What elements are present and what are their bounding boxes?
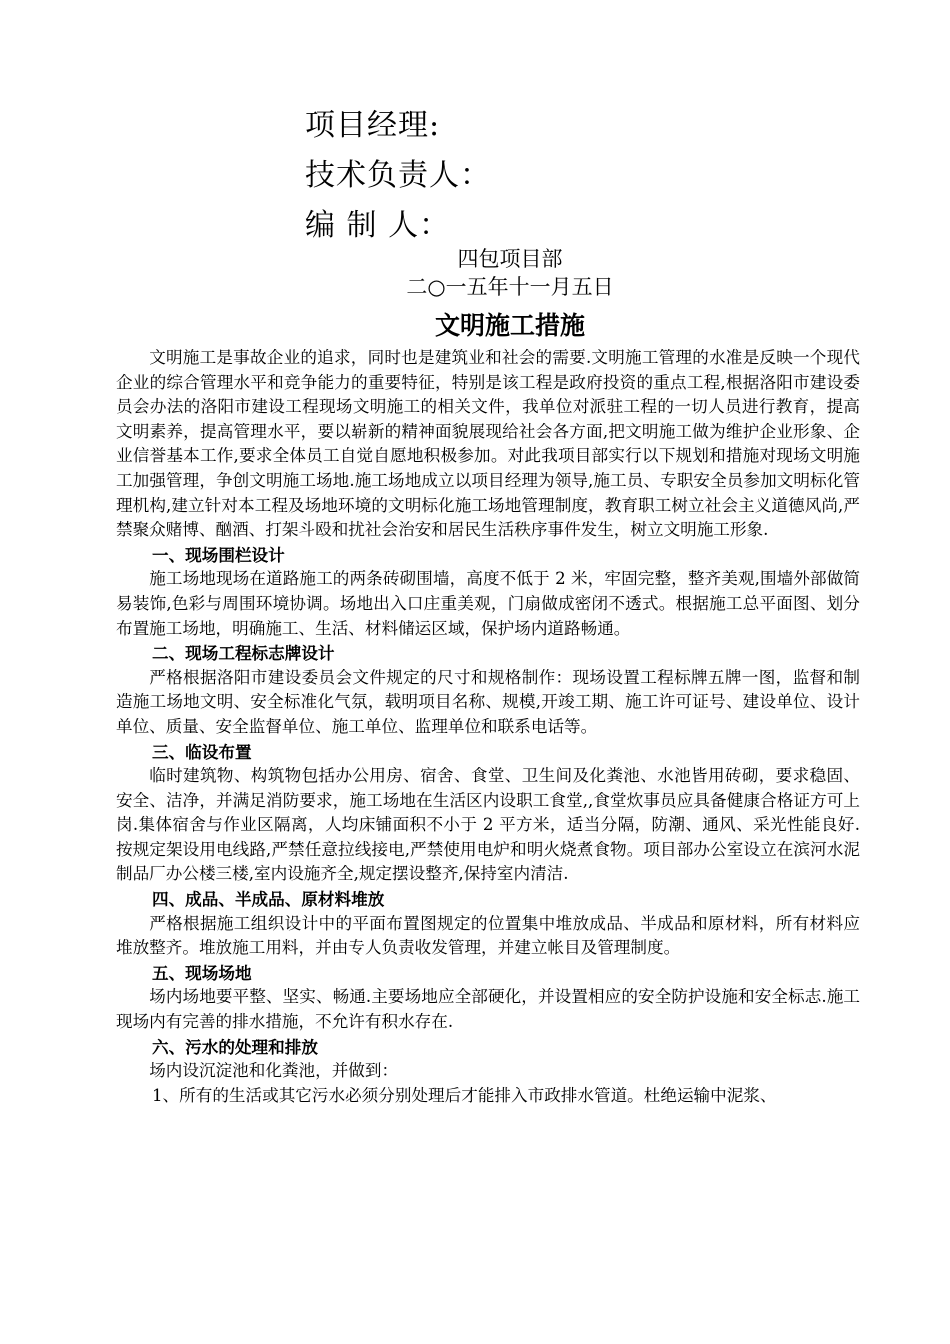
section-paragraph: 严格根据施工组织设计中的平面布置图规定的位置集中堆放成品、半成品和原材料，所有材料应堆放整齐。堆放施工用料，并由专人负责收发管理，并建立帐目及管理制度。 [116,913,860,958]
section-heading: 三、临设布置 [152,741,252,762]
section-paragraph: 场内设沉淀池和化粪池，并做到： [149,1061,399,1081]
section-heading: 二、现场工程标志牌设计 [152,643,335,664]
signature-technical: 技术负责人： [305,158,491,193]
signature-compiler: 编 制 人： [305,208,451,243]
section-paragraph: 严格根据洛阳市建设委员会文件规定的尺寸和规格制作：现场设置工程标牌五牌一图，监督和制造施工场地文明、安全标准化气氛，载明项目名称、规模,开竣工期、施工许可证号、建设单位、设计单位、质量、安全监督单位、施工单位、监理单位和联系电话等。 [116,667,860,736]
organization-name: 四包项目部 [457,247,563,271]
section-heading: 五、现场场地 [152,962,252,983]
document-date: 二○一五年十一月五日 [406,275,614,299]
document-body [116,346,860,1108]
signature-manager: 项目经理: [305,108,441,143]
section-paragraph: 临时建筑物、构筑物包括办公用房、宿舍、食堂、卫生间及化粪池、水池皆用砖砌，要求稳固、安全、洁净，并满足消防要求，施工场地在生活区内设职工食堂,,食堂炊事员应具备健康合格证方可上岗.集体宿舍与作业区隔离，人均床铺面积不小于 2 平方米，适当分隔，防潮、通风、采光性能良好.按规定架设用电线路,严禁任意拉线接电,严禁使用电炉和明火烧煮食物。项目部办公室设立在滨河水泥制品厂办公楼三楼,室内设施齐全,规定摆设整齐,保持室内清洁. [116,766,860,884]
intro-paragraph: 文明施工是事故企业的追求，同时也是建筑业和社会的需要.文明施工管理的水准是反映一个现代企业的综合管理水平和竞争能力的重要特征，特别是该工程是政府投资的重点工程,根据洛阳市建设委员会办法的洛阳市建设工程现场文明施工的相关文件，我单位对派驻工程的一切人员进行教育，提高文明素养，提高管理水平，要以崭新的精神面貌展现给社会各方面,把文明施工做为维护企业形象、企业信誉基本工作,要求全体员工自觉自愿地积极参加。对此我项目部实行以下规划和措施对现场文明施工加强管理，争创文明施工场地.施工场地成立以项目经理为领导,施工员、专职安全员参加文明标化管理机构,建立针对本工程及场地环境的文明标化施工场地管理制度，教育职工树立社会主义道德风尚,严禁聚众赌博、酗酒、打架斗殴和扰社会治安和居民生活秩序事件发生，树立文明施工形象. [116,348,860,540]
section-paragraph: 施工场地现场在道路施工的两条砖砌围墙，高度不低于 2 米，牢固完整，整齐美观,围墙外部做简易装饰,色彩与周围环境协调。场地出入口庄重美观，门扇做成密闭不透式。根据施工总平面图、划分布置施工场地，明确施工、生活、材料储运区域，保护场内道路畅通。 [116,569,860,638]
section-paragraph: 场内场地要平整、坚实、畅通.主要场地应全部硬化，并设置相应的安全防护设施和安全标志.施工现场内有完善的排水措施，不允许有积水存在. [116,987,860,1032]
document-title: 文明施工措施 [434,311,585,340]
section-heading: 六、污水的处理和排放 [152,1036,318,1057]
section-heading: 四、成品、半成品、原材料堆放 [152,889,385,910]
list-item: 1、所有的生活或其它污水必须分别处理后才能排入市政排水管道。杜绝运输中泥浆、 [152,1085,777,1105]
section-heading: 一、现场围栏设计 [152,544,285,565]
